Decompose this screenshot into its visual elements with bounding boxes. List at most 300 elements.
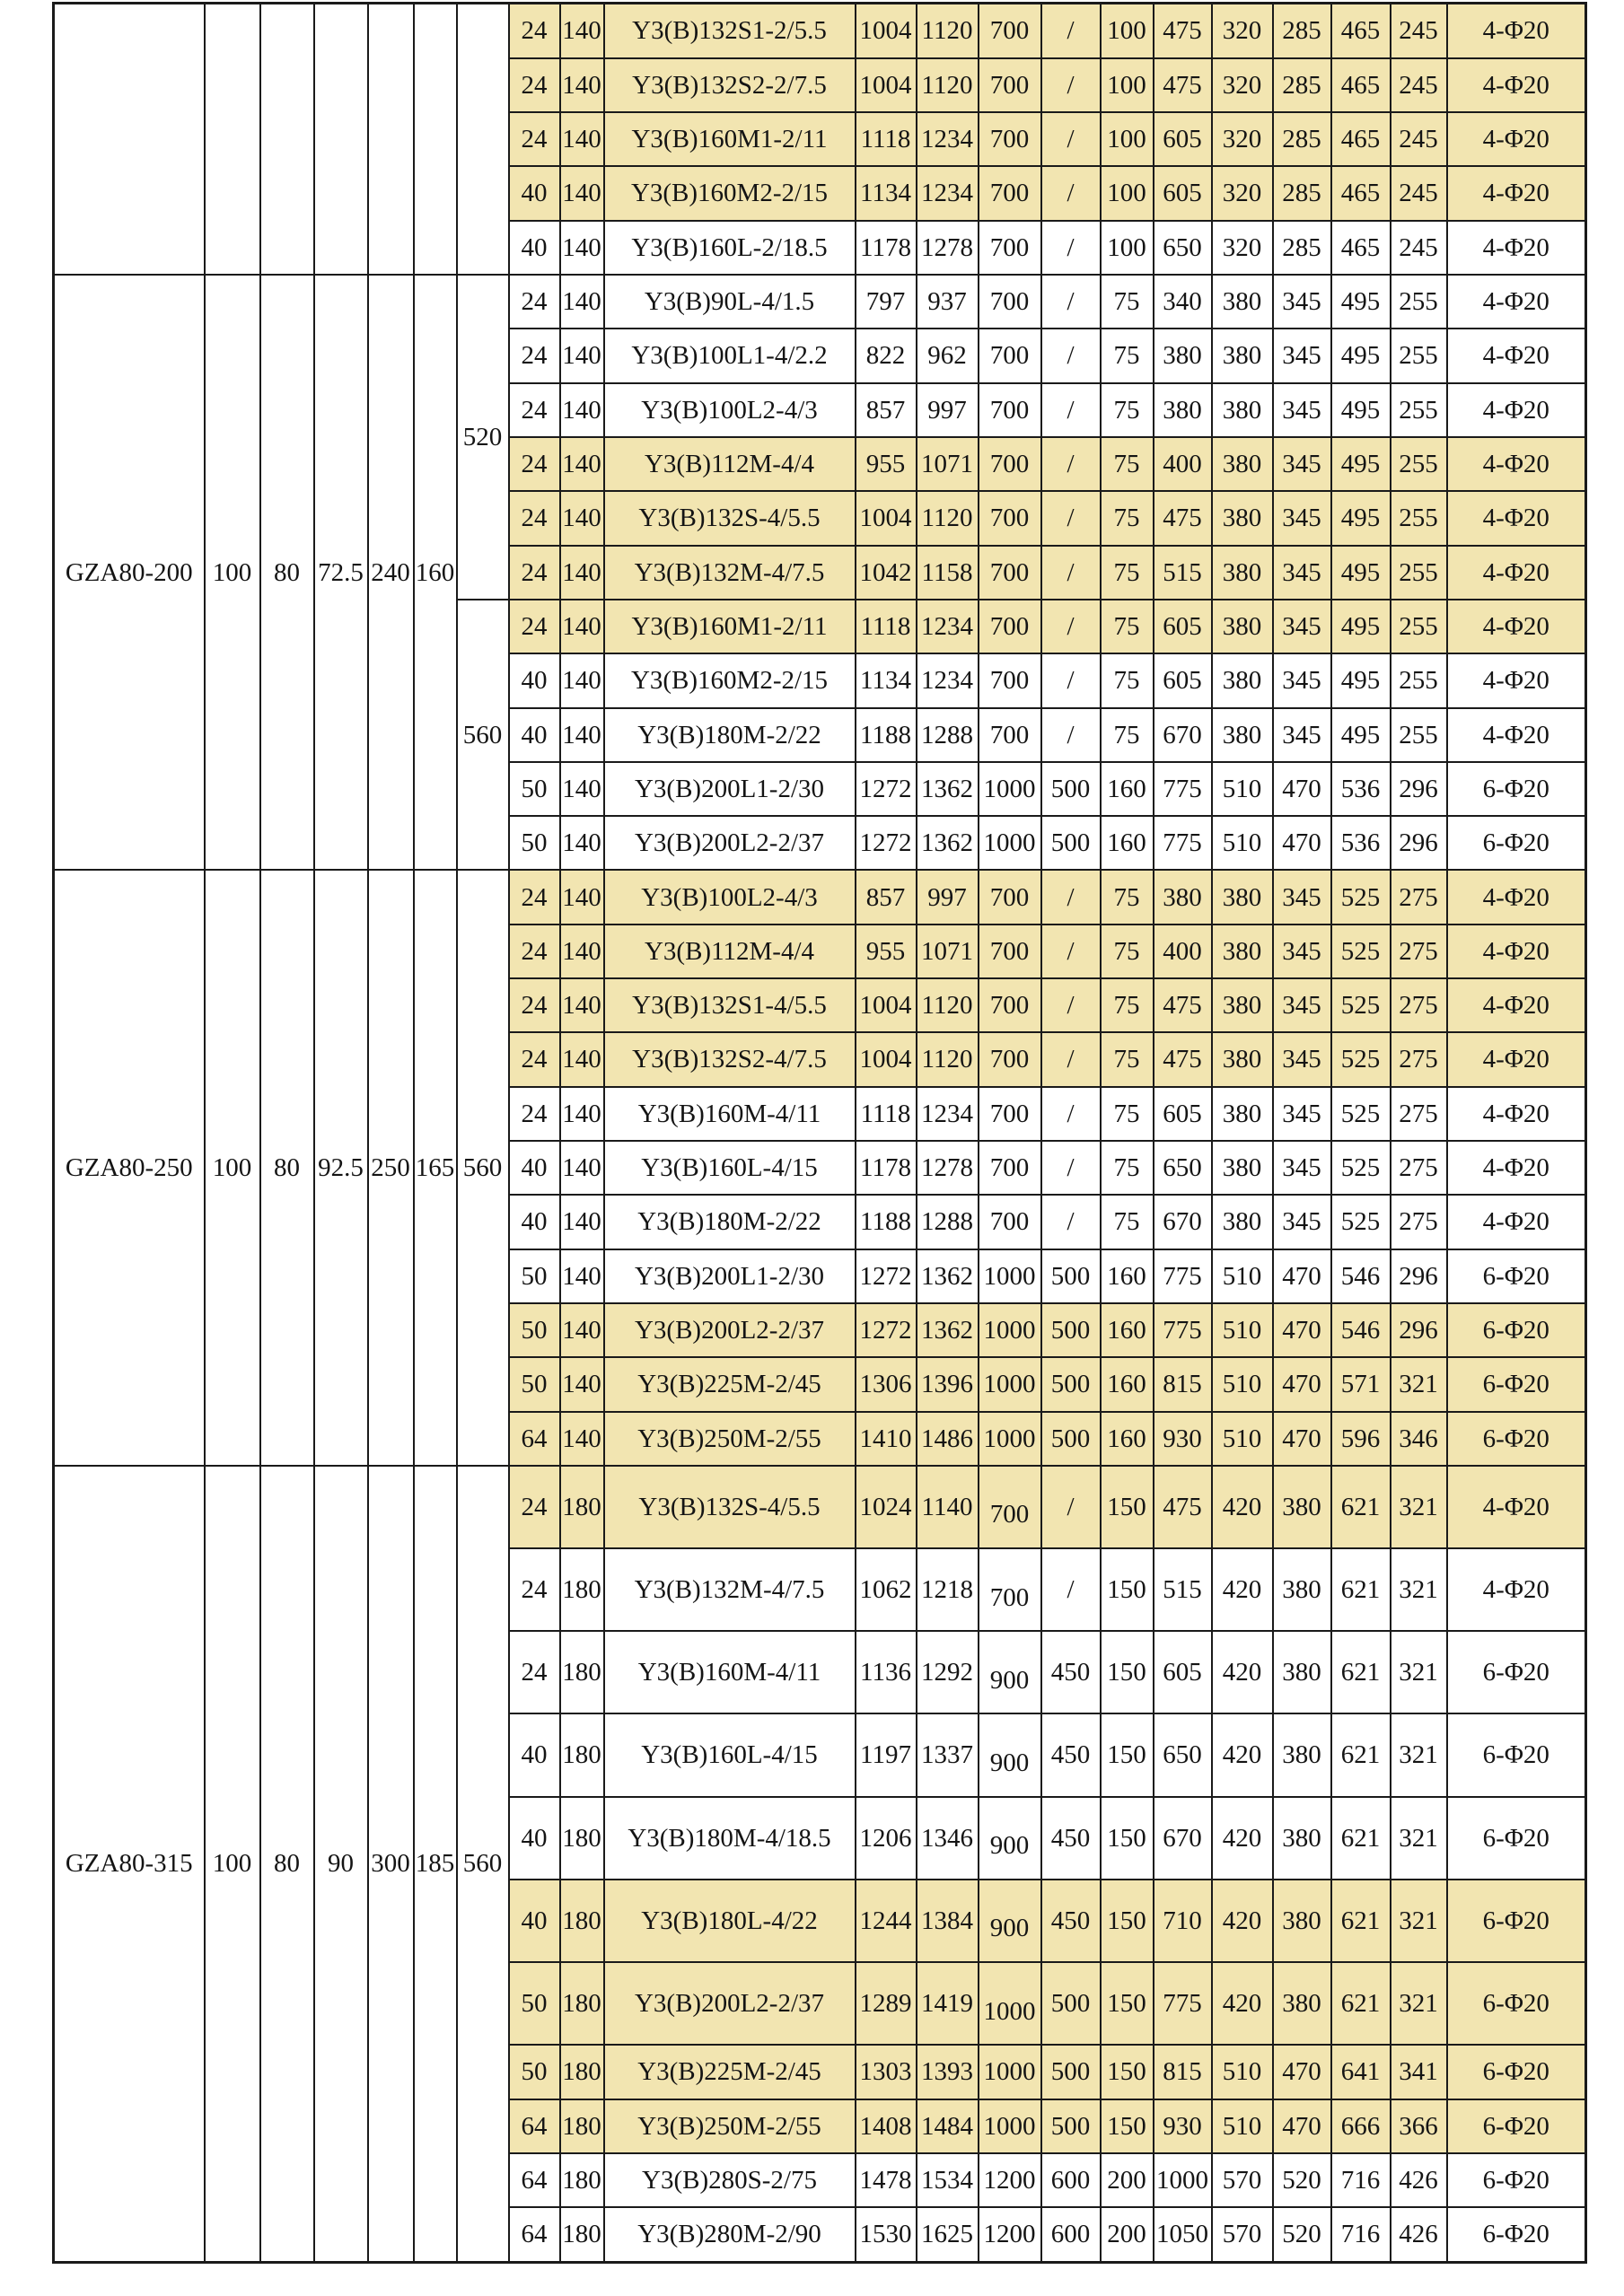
spec-2-cell: 180 [560, 1548, 604, 1631]
dim-7-cell: 510 [1212, 1357, 1273, 1411]
dim-3-cell: 700 [979, 978, 1041, 1032]
dim-3-cell: 1000 [979, 2045, 1041, 2099]
dim-5-cell: 160 [1101, 1412, 1154, 1466]
dim-4-cell: 600 [1041, 2207, 1101, 2262]
dim-5-cell: 100 [1101, 58, 1154, 112]
bolt-spec-cell: 4-Φ20 [1447, 58, 1586, 112]
dim-5-cell: 160 [1101, 1357, 1154, 1411]
spec-2-cell: 180 [560, 1880, 604, 1962]
spec-1-cell: 64 [509, 1412, 560, 1466]
dim-4-cell: 500 [1041, 1962, 1101, 2045]
dim-10-cell: 296 [1391, 816, 1447, 870]
dim-2-cell: 1384 [917, 1880, 979, 1962]
dim-7-cell: 570 [1212, 2207, 1273, 2262]
dim-9-cell: 495 [1331, 600, 1391, 653]
spec-2-cell: 140 [560, 4, 604, 58]
dim-10-cell: 255 [1391, 437, 1447, 491]
flange-dim-cell: 560 [457, 600, 509, 871]
dim-8-cell: 345 [1273, 600, 1331, 653]
motor-model-cell: Y3(B)160M1-2/11 [604, 112, 856, 166]
dim-10-cell: 321 [1391, 1357, 1447, 1411]
spec-1-cell: 24 [509, 383, 560, 437]
bolt-spec-cell: 6-Φ20 [1447, 2045, 1586, 2099]
pump-model-cell: GZA80-250 [54, 870, 205, 1465]
spec-2-cell: 140 [560, 329, 604, 382]
dim-6-cell: 1050 [1154, 2207, 1212, 2262]
dim-6-cell: 515 [1154, 546, 1212, 600]
dim-2-cell: 937 [917, 275, 979, 329]
dim-5-cell: 75 [1101, 491, 1154, 545]
bolt-spec-cell: 6-Φ20 [1447, 2153, 1586, 2207]
dim-1-cell: 1478 [856, 2153, 917, 2207]
dim-3-cell: 1000 [979, 1303, 1041, 1357]
dim-7-cell: 380 [1212, 1195, 1273, 1249]
spec-1-cell: 24 [509, 491, 560, 545]
motor-model-cell: Y3(B)132S-4/5.5 [604, 1466, 856, 1548]
dim-6-cell: 775 [1154, 1249, 1212, 1303]
dim-10-cell: 275 [1391, 1032, 1447, 1086]
dim-4-cell: 500 [1041, 816, 1101, 870]
dim-3-cell: 700 [979, 383, 1041, 437]
dim-5-cell: 150 [1101, 1797, 1154, 1880]
dim-2-cell: 1120 [917, 491, 979, 545]
dim-6-cell: 650 [1154, 1141, 1212, 1195]
dim-9-cell: 666 [1331, 2099, 1391, 2153]
dim-5-cell: 75 [1101, 1087, 1154, 1141]
dim-10-cell: 296 [1391, 1303, 1447, 1357]
dim-7-cell: 420 [1212, 1548, 1273, 1631]
dim-9-cell: 495 [1331, 329, 1391, 382]
dim-6-cell: 605 [1154, 112, 1212, 166]
spec-1-cell: 24 [509, 870, 560, 924]
dim-4-cell: 450 [1041, 1713, 1101, 1796]
dim-3-cell: 700 [979, 1032, 1041, 1086]
dim-3-cell: 700 [979, 708, 1041, 762]
bolt-spec-cell: 4-Φ20 [1447, 1466, 1586, 1548]
dim-3-cell: 900 [979, 1797, 1041, 1880]
dim-2-cell: 1288 [917, 708, 979, 762]
dim-6-cell: 605 [1154, 600, 1212, 653]
dim-e-cell: 165 [414, 870, 457, 1465]
dim-3-cell: 700 [979, 112, 1041, 166]
dim-8-cell: 470 [1273, 1412, 1331, 1466]
dim-6-cell: 670 [1154, 1797, 1212, 1880]
dim-1-cell: 1530 [856, 2207, 917, 2262]
dim-4-cell: / [1041, 1466, 1101, 1548]
dim-2-cell: 1396 [917, 1357, 979, 1411]
bolt-spec-cell: 4-Φ20 [1447, 925, 1586, 978]
dim-5-cell: 75 [1101, 1032, 1154, 1086]
dim-7-cell: 320 [1212, 221, 1273, 275]
dim-1-cell: 1134 [856, 653, 917, 707]
spec-2-cell: 180 [560, 2045, 604, 2099]
spec-1-cell: 24 [509, 1087, 560, 1141]
dim-2-cell: 962 [917, 329, 979, 382]
dim-7-cell: 510 [1212, 816, 1273, 870]
dim-9-cell: 495 [1331, 708, 1391, 762]
dim-10-cell: 255 [1391, 383, 1447, 437]
flange-dim-cell: 560 [457, 870, 509, 1465]
dim-10-cell: 321 [1391, 1713, 1447, 1796]
dim-10-cell: 346 [1391, 1412, 1447, 1466]
bolt-spec-cell: 6-Φ20 [1447, 1303, 1586, 1357]
dim-1-cell: 1410 [856, 1412, 917, 1466]
dim-10-cell: 275 [1391, 870, 1447, 924]
dim-5-cell: 75 [1101, 546, 1154, 600]
dim-5-cell: 75 [1101, 978, 1154, 1032]
dim-10-cell: 321 [1391, 1548, 1447, 1631]
dim-5-cell: 75 [1101, 1195, 1154, 1249]
dim-4-cell: / [1041, 600, 1101, 653]
dim-10-cell: 255 [1391, 653, 1447, 707]
dim-4-cell: 450 [1041, 1797, 1101, 1880]
bolt-spec-cell: 6-Φ20 [1447, 1412, 1586, 1466]
spec-2-cell: 180 [560, 1713, 604, 1796]
dim-8-cell: 380 [1273, 1631, 1331, 1713]
dim-9-cell: 621 [1331, 1880, 1391, 1962]
bolt-spec-cell: 4-Φ20 [1447, 437, 1586, 491]
motor-model-cell: Y3(B)160M1-2/11 [604, 600, 856, 653]
dim-1-cell: 1197 [856, 1713, 917, 1796]
dim-8-cell: 345 [1273, 870, 1331, 924]
dim-8-cell: 380 [1273, 1962, 1331, 2045]
bolt-spec-cell: 4-Φ20 [1447, 870, 1586, 924]
dim-4-cell: / [1041, 329, 1101, 382]
dim-6-cell: 775 [1154, 816, 1212, 870]
dim-c-cell: 92.5 [314, 870, 368, 1465]
spec-1-cell: 40 [509, 1195, 560, 1249]
dim-b-cell: 80 [260, 275, 314, 870]
dim-4-cell: / [1041, 978, 1101, 1032]
dim-10-cell: 255 [1391, 708, 1447, 762]
dim-1-cell: 1408 [856, 2099, 917, 2153]
dim-9-cell: 536 [1331, 816, 1391, 870]
motor-model-cell: Y3(B)250M-2/55 [604, 1412, 856, 1466]
dim-1-cell: 797 [856, 275, 917, 329]
spec-2-cell: 140 [560, 1357, 604, 1411]
spec-2-cell: 140 [560, 112, 604, 166]
spec-1-cell: 64 [509, 2207, 560, 2262]
dim-7-cell: 320 [1212, 4, 1273, 58]
spec-2-cell: 140 [560, 816, 604, 870]
spec-1-cell: 24 [509, 1032, 560, 1086]
dim-2-cell: 1346 [917, 1797, 979, 1880]
bolt-spec-cell: 4-Φ20 [1447, 275, 1586, 329]
dim-7-cell: 320 [1212, 166, 1273, 220]
dim-9-cell: 525 [1331, 1087, 1391, 1141]
dim-9-cell: 596 [1331, 1412, 1391, 1466]
flange-dim-cell: 560 [457, 1466, 509, 2263]
spec-1-cell: 40 [509, 1713, 560, 1796]
dim-9-cell: 546 [1331, 1249, 1391, 1303]
dim-4-cell: / [1041, 1195, 1101, 1249]
dim-1-cell: 1303 [856, 2045, 917, 2099]
dim-1-cell: 1118 [856, 112, 917, 166]
dim-6-cell: 605 [1154, 1087, 1212, 1141]
spec-1-cell: 24 [509, 329, 560, 382]
dim-7-cell: 420 [1212, 1797, 1273, 1880]
spec-2-cell: 140 [560, 708, 604, 762]
dim-5-cell: 160 [1101, 816, 1154, 870]
bolt-spec-cell: 4-Φ20 [1447, 1087, 1586, 1141]
spec-2-cell: 140 [560, 1249, 604, 1303]
dim-3-cell: 700 [979, 925, 1041, 978]
spec-1-cell: 40 [509, 653, 560, 707]
dim-2-cell: 1071 [917, 925, 979, 978]
dim-c-cell: 72.5 [314, 275, 368, 870]
dim-2-cell: 1120 [917, 4, 979, 58]
dim-8-cell: 380 [1273, 1797, 1331, 1880]
dim-4-cell: / [1041, 437, 1101, 491]
dim-c-cell [314, 4, 368, 276]
dim-9-cell: 525 [1331, 925, 1391, 978]
dim-10-cell: 255 [1391, 329, 1447, 382]
dim-10-cell: 255 [1391, 546, 1447, 600]
bolt-spec-cell: 6-Φ20 [1447, 1631, 1586, 1713]
table-row [54, 275, 1586, 329]
spec-1-cell: 24 [509, 1466, 560, 1548]
dim-1-cell: 1004 [856, 491, 917, 545]
dim-8-cell: 285 [1273, 4, 1331, 58]
dim-1-cell: 1136 [856, 1631, 917, 1713]
dim-7-cell: 380 [1212, 437, 1273, 491]
dim-b-cell [260, 4, 314, 276]
dim-7-cell: 380 [1212, 383, 1273, 437]
dim-6-cell: 475 [1154, 1032, 1212, 1086]
spec-2-cell: 180 [560, 1466, 604, 1548]
dim-9-cell: 621 [1331, 1962, 1391, 2045]
bolt-spec-cell: 4-Φ20 [1447, 221, 1586, 275]
dim-5-cell: 75 [1101, 870, 1154, 924]
bolt-spec-cell: 4-Φ20 [1447, 978, 1586, 1032]
dim-5-cell: 75 [1101, 275, 1154, 329]
dim-10-cell: 321 [1391, 1962, 1447, 2045]
motor-model-cell: Y3(B)280S-2/75 [604, 2153, 856, 2207]
dim-1-cell: 857 [856, 383, 917, 437]
spec-1-cell: 50 [509, 1357, 560, 1411]
dim-8-cell: 345 [1273, 1195, 1331, 1249]
dim-3-cell: 700 [979, 221, 1041, 275]
dim-b-cell: 80 [260, 1466, 314, 2263]
dim-9-cell: 621 [1331, 1631, 1391, 1713]
spec-1-cell: 50 [509, 2045, 560, 2099]
dim-1-cell: 1004 [856, 1032, 917, 1086]
motor-model-cell: Y3(B)250M-2/55 [604, 2099, 856, 2153]
dim-6-cell: 380 [1154, 383, 1212, 437]
dim-9-cell: 465 [1331, 4, 1391, 58]
dim-8-cell: 345 [1273, 546, 1331, 600]
dim-5-cell: 150 [1101, 1466, 1154, 1548]
dim-8-cell: 520 [1273, 2207, 1331, 2262]
spec-2-cell: 140 [560, 221, 604, 275]
dim-8-cell: 470 [1273, 2099, 1331, 2153]
dim-8-cell: 345 [1273, 437, 1331, 491]
dim-8-cell: 470 [1273, 2045, 1331, 2099]
spec-2-cell: 180 [560, 1631, 604, 1713]
dim-5-cell: 150 [1101, 2099, 1154, 2153]
table-body [54, 4, 1586, 2263]
dim-2-cell: 1278 [917, 221, 979, 275]
dim-7-cell: 420 [1212, 1466, 1273, 1548]
spec-2-cell: 180 [560, 2099, 604, 2153]
spec-1-cell: 24 [509, 58, 560, 112]
dim-3-cell: 700 [979, 4, 1041, 58]
spec-1-cell: 64 [509, 2099, 560, 2153]
dim-9-cell: 465 [1331, 112, 1391, 166]
bolt-spec-cell: 4-Φ20 [1447, 708, 1586, 762]
dim-7-cell: 380 [1212, 653, 1273, 707]
dim-8-cell: 380 [1273, 1880, 1331, 1962]
bolt-spec-cell: 6-Φ20 [1447, 1797, 1586, 1880]
dim-e-cell: 160 [414, 275, 457, 870]
dim-2-cell: 1486 [917, 1412, 979, 1466]
dim-7-cell: 420 [1212, 1880, 1273, 1962]
dim-3-cell: 900 [979, 1631, 1041, 1713]
dim-6-cell: 670 [1154, 708, 1212, 762]
dim-1-cell: 1272 [856, 1303, 917, 1357]
spec-1-cell: 24 [509, 1548, 560, 1631]
dim-3-cell: 900 [979, 1713, 1041, 1796]
dim-5-cell: 100 [1101, 4, 1154, 58]
dim-2-cell: 997 [917, 870, 979, 924]
spec-1-cell: 50 [509, 1962, 560, 2045]
dim-6-cell: 475 [1154, 4, 1212, 58]
motor-model-cell: Y3(B)90L-4/1.5 [604, 275, 856, 329]
dim-3-cell: 700 [979, 58, 1041, 112]
motor-model-cell: Y3(B)132S1-4/5.5 [604, 978, 856, 1032]
dim-10-cell: 275 [1391, 1087, 1447, 1141]
dim-2-cell: 1120 [917, 58, 979, 112]
motor-model-cell: Y3(B)200L2-2/37 [604, 1962, 856, 2045]
dim-3-cell: 1000 [979, 762, 1041, 816]
dim-6-cell: 650 [1154, 1713, 1212, 1796]
dim-6-cell: 400 [1154, 925, 1212, 978]
spec-1-cell: 24 [509, 437, 560, 491]
dim-5-cell: 75 [1101, 600, 1154, 653]
dim-6-cell: 400 [1154, 437, 1212, 491]
bolt-spec-cell: 6-Φ20 [1447, 1880, 1586, 1962]
dim-10-cell: 426 [1391, 2207, 1447, 2262]
dim-3-cell: 1000 [979, 1962, 1041, 2045]
dim-4-cell: 500 [1041, 2045, 1101, 2099]
dim-8-cell: 520 [1273, 2153, 1331, 2207]
bolt-spec-cell: 4-Φ20 [1447, 600, 1586, 653]
spec-2-cell: 140 [560, 978, 604, 1032]
dim-8-cell: 345 [1273, 1087, 1331, 1141]
dim-10-cell: 426 [1391, 2153, 1447, 2207]
dim-6-cell: 475 [1154, 491, 1212, 545]
dim-9-cell: 621 [1331, 1548, 1391, 1631]
dim-4-cell: / [1041, 546, 1101, 600]
dim-9-cell: 621 [1331, 1713, 1391, 1796]
dim-1-cell: 1272 [856, 762, 917, 816]
motor-model-cell: Y3(B)112M-4/4 [604, 925, 856, 978]
dim-a-cell [205, 4, 260, 276]
spec-2-cell: 140 [560, 1141, 604, 1195]
dim-9-cell: 495 [1331, 546, 1391, 600]
dim-2-cell: 1362 [917, 816, 979, 870]
dim-2-cell: 1120 [917, 1032, 979, 1086]
dim-7-cell: 380 [1212, 491, 1273, 545]
spec-2-cell: 180 [560, 1962, 604, 2045]
dim-2-cell: 1288 [917, 1195, 979, 1249]
spec-2-cell: 140 [560, 653, 604, 707]
dim-2-cell: 1120 [917, 978, 979, 1032]
dim-6-cell: 710 [1154, 1880, 1212, 1962]
dim-7-cell: 380 [1212, 708, 1273, 762]
dim-7-cell: 380 [1212, 329, 1273, 382]
dim-6-cell: 930 [1154, 2099, 1212, 2153]
dim-2-cell: 1234 [917, 600, 979, 653]
bolt-spec-cell: 6-Φ20 [1447, 2207, 1586, 2262]
dim-5-cell: 200 [1101, 2153, 1154, 2207]
bolt-spec-cell: 6-Φ20 [1447, 1713, 1586, 1796]
dim-6-cell: 380 [1154, 329, 1212, 382]
dim-1-cell: 1178 [856, 1141, 917, 1195]
dim-7-cell: 320 [1212, 58, 1273, 112]
dim-2-cell: 1234 [917, 653, 979, 707]
dim-a-cell: 100 [205, 1466, 260, 2263]
dim-4-cell: / [1041, 708, 1101, 762]
spec-1-cell: 24 [509, 275, 560, 329]
spec-2-cell: 140 [560, 383, 604, 437]
dim-2-cell: 1362 [917, 1303, 979, 1357]
dim-3-cell: 1000 [979, 1249, 1041, 1303]
dim-9-cell: 495 [1331, 491, 1391, 545]
dim-6-cell: 475 [1154, 58, 1212, 112]
spec-1-cell: 24 [509, 925, 560, 978]
motor-model-cell: Y3(B)160L-4/15 [604, 1141, 856, 1195]
motor-model-cell: Y3(B)132M-4/7.5 [604, 1548, 856, 1631]
dim-1-cell: 1289 [856, 1962, 917, 2045]
dim-10-cell: 245 [1391, 58, 1447, 112]
motor-model-cell: Y3(B)160M2-2/15 [604, 166, 856, 220]
dim-9-cell: 495 [1331, 383, 1391, 437]
motor-model-cell: Y3(B)180M-2/22 [604, 708, 856, 762]
bolt-spec-cell: 6-Φ20 [1447, 762, 1586, 816]
motor-model-cell: Y3(B)160L-4/15 [604, 1713, 856, 1796]
dim-1-cell: 1004 [856, 4, 917, 58]
dim-1-cell: 1004 [856, 58, 917, 112]
dim-6-cell: 775 [1154, 1303, 1212, 1357]
spec-1-cell: 40 [509, 221, 560, 275]
dim-8-cell: 345 [1273, 491, 1331, 545]
dim-5-cell: 75 [1101, 708, 1154, 762]
dim-d-cell: 250 [368, 870, 414, 1465]
dim-8-cell: 345 [1273, 708, 1331, 762]
motor-model-cell: Y3(B)200L2-2/37 [604, 816, 856, 870]
dim-10-cell: 245 [1391, 221, 1447, 275]
dim-9-cell: 525 [1331, 978, 1391, 1032]
pump-spec-table [52, 2, 1587, 2264]
dim-4-cell: 500 [1041, 1412, 1101, 1466]
dim-8-cell: 345 [1273, 329, 1331, 382]
dim-e-cell [414, 4, 457, 276]
dim-3-cell: 700 [979, 1195, 1041, 1249]
dim-9-cell: 571 [1331, 1357, 1391, 1411]
dim-2-cell: 1625 [917, 2207, 979, 2262]
dim-4-cell: 500 [1041, 2099, 1101, 2153]
spec-2-cell: 140 [560, 166, 604, 220]
dim-8-cell: 345 [1273, 653, 1331, 707]
dim-3-cell: 700 [979, 600, 1041, 653]
dim-7-cell: 380 [1212, 925, 1273, 978]
dim-10-cell: 255 [1391, 491, 1447, 545]
dim-8-cell: 285 [1273, 58, 1331, 112]
dim-7-cell: 380 [1212, 1087, 1273, 1141]
motor-model-cell: Y3(B)160M-4/11 [604, 1631, 856, 1713]
spec-2-cell: 140 [560, 1303, 604, 1357]
